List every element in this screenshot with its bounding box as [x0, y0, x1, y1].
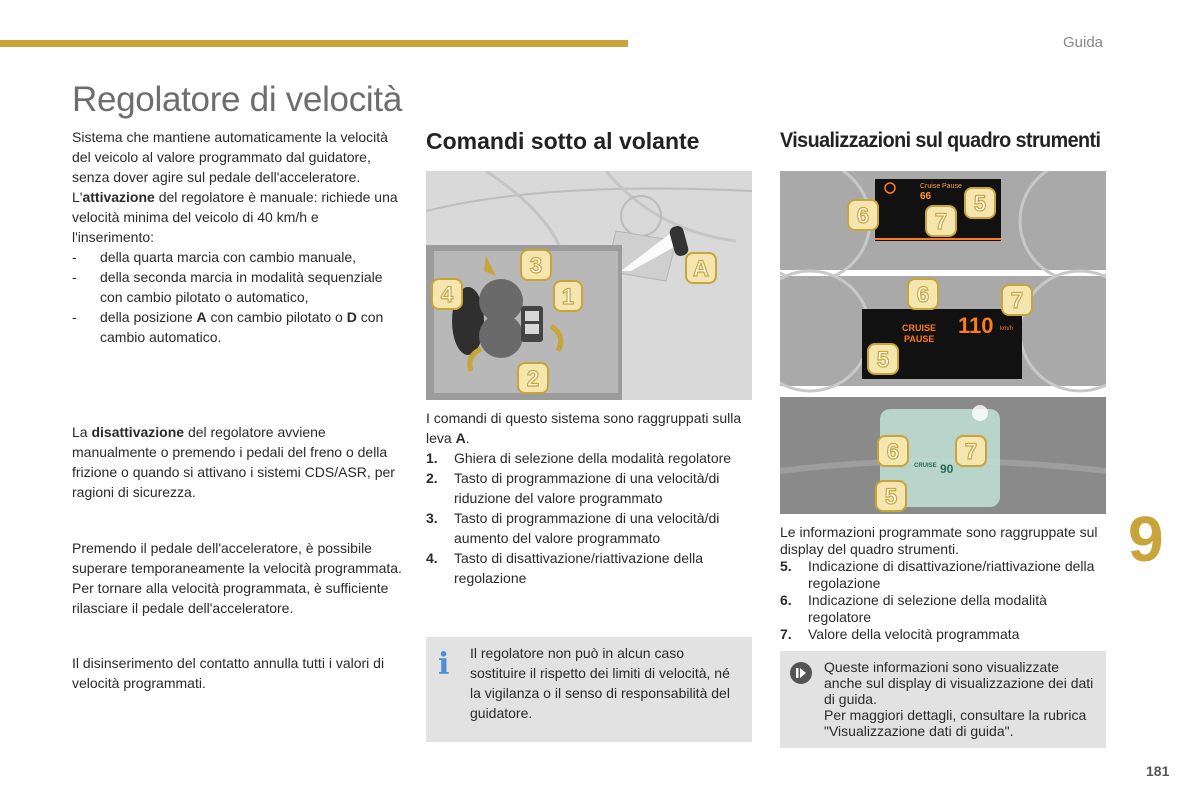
controls-intro: I comandi di questo sistema sono raggruppati sulla leva A.	[426, 410, 742, 446]
controls-heading: Comandi sotto al volante	[426, 128, 700, 154]
svg-text:CRUISE: CRUISE	[902, 323, 937, 333]
controls-description	[426, 408, 756, 588]
displays-description	[780, 524, 1110, 643]
chapter-number: 9	[1128, 503, 1164, 575]
display-note-text: Queste informazioni sono visualizzate anche sul display di visualizzazione dei dati di guida. Per maggiori dettagli, consultare la rubrica "Visualizzazione dati di guida".	[824, 659, 1094, 739]
list-item: - della seconda marcia in modalità sequenziale con cambio pilotato o automatico,	[72, 267, 402, 307]
svg-text:3: 3	[529, 253, 543, 278]
svg-text:1: 1	[561, 284, 575, 309]
badge-7	[956, 436, 986, 466]
section-label: Guida	[1063, 34, 1104, 51]
svg-text:5: 5	[876, 347, 890, 372]
list-item: 7. Valore della velocità programmata	[780, 626, 1020, 642]
page-number: 181	[1146, 763, 1170, 779]
badge-6	[908, 279, 938, 309]
controls-list	[426, 448, 756, 588]
svg-text:km/h: km/h	[1000, 326, 1014, 332]
deactivation-paragraph: La disattivazione del regolatore avviene manualmente o premendo i pedali del freno o della frizione o quando si attivano i sistemi CDS/ASR, per ragioni di sicurezza.	[72, 424, 395, 500]
list-item: 2. Tasto di programmazione di una velocità/di riduzione del valore programmato	[426, 470, 720, 506]
info-icon: i	[438, 647, 450, 682]
badge-a	[686, 253, 716, 283]
svg-text:90: 90	[940, 462, 954, 476]
list-item: 4. Tasto di disattivazione/riattivazione della regolazione	[426, 550, 704, 586]
badge-7	[926, 206, 956, 236]
badge-3	[521, 250, 551, 280]
badge-5	[965, 188, 995, 218]
accelerator-paragraph: Premendo il pedale dell'acceleratore, è possibile superare temporaneamente la velocità programmata. Per tornare alla velocità programmata, è sufficiente rilasciare il pedale dell'acceleratore.	[72, 540, 402, 616]
svg-text:PAUSE: PAUSE	[904, 334, 935, 344]
svg-text:CRUISE: CRUISE	[914, 463, 937, 469]
svg-text:6: 6	[886, 439, 900, 464]
svg-text:2: 2	[526, 366, 540, 391]
steering-controls-figure	[426, 171, 752, 400]
badge-4	[432, 279, 462, 309]
dashboard-displays-illustration	[780, 171, 1106, 514]
display-note-box	[780, 651, 1106, 748]
list-item: 1. Ghiera di selezione della modalità regolatore	[426, 450, 732, 466]
gear-requirements-list	[72, 247, 402, 347]
steering-controls-illustration	[426, 171, 752, 400]
svg-text:A: A	[693, 256, 709, 281]
safety-note-box	[426, 637, 752, 742]
column-intro	[72, 127, 402, 347]
svg-text:7: 7	[1010, 288, 1024, 313]
displays-heading: Visualizzazioni sul quadro strumenti	[780, 129, 1101, 152]
badge-1	[554, 281, 582, 311]
badge-2	[518, 363, 548, 393]
list-item: 5. Indicazione di disattivazione/riattivazione della regolazione	[780, 558, 1095, 591]
list-item: 3. Tasto di programmazione di una velocità/di aumento del valore programmato	[426, 510, 720, 546]
svg-text:6: 6	[856, 203, 870, 228]
svg-text:110: 110	[958, 313, 994, 338]
list-item: - della quarta marcia con cambio manuale,	[72, 247, 402, 267]
activation-paragraph: L'attivazione del regolatore è manuale: richiede una velocità minima del veicolo di 40 km/h e l'inserimento:	[72, 189, 398, 245]
badge-7	[1002, 285, 1032, 315]
safety-note-text: Il regolatore non può in alcun caso sostituire il rispetto dei limiti di velocità, né la vigilanza o il senso di responsabilità del guidatore.	[470, 645, 730, 721]
forward-arrow-icon	[789, 661, 813, 685]
badge-6	[878, 436, 908, 466]
intro-paragraph: Sistema che mantiene automaticamente la velocità del veicolo al valore programmato dal guidatore, senza dover agire sul pedale dell'acceleratore.	[72, 129, 388, 185]
svg-text:5: 5	[973, 191, 987, 216]
svg-text:6: 6	[916, 282, 930, 307]
badge-5	[868, 344, 898, 374]
badge-6	[848, 200, 878, 230]
svg-text:Pause: Pause	[942, 183, 962, 190]
displays-intro: Le informazioni programmate sono raggruppate sul display del quadro strumenti.	[780, 524, 1098, 557]
svg-text:Cruise: Cruise	[920, 183, 941, 190]
ignition-paragraph: Il disinserimento del contatto annulla tutti i valori di velocità programmati.	[72, 655, 385, 691]
displays-list	[780, 558, 1110, 643]
header-accent-bar	[0, 40, 628, 47]
dashboard-displays-figure	[780, 171, 1106, 514]
list-item: 6. Indicazione di selezione della modalità regolatore	[780, 592, 1047, 625]
svg-text:5: 5	[884, 484, 898, 509]
badge-5	[876, 481, 906, 511]
svg-text:66: 66	[920, 191, 932, 202]
page-title: Regolatore di velocità	[72, 80, 402, 119]
svg-text:7: 7	[934, 209, 948, 234]
svg-text:4: 4	[440, 282, 454, 307]
list-item: - della posizione A con cambio pilotato o D con cambio automatico.	[72, 307, 402, 347]
svg-text:7: 7	[964, 439, 978, 464]
